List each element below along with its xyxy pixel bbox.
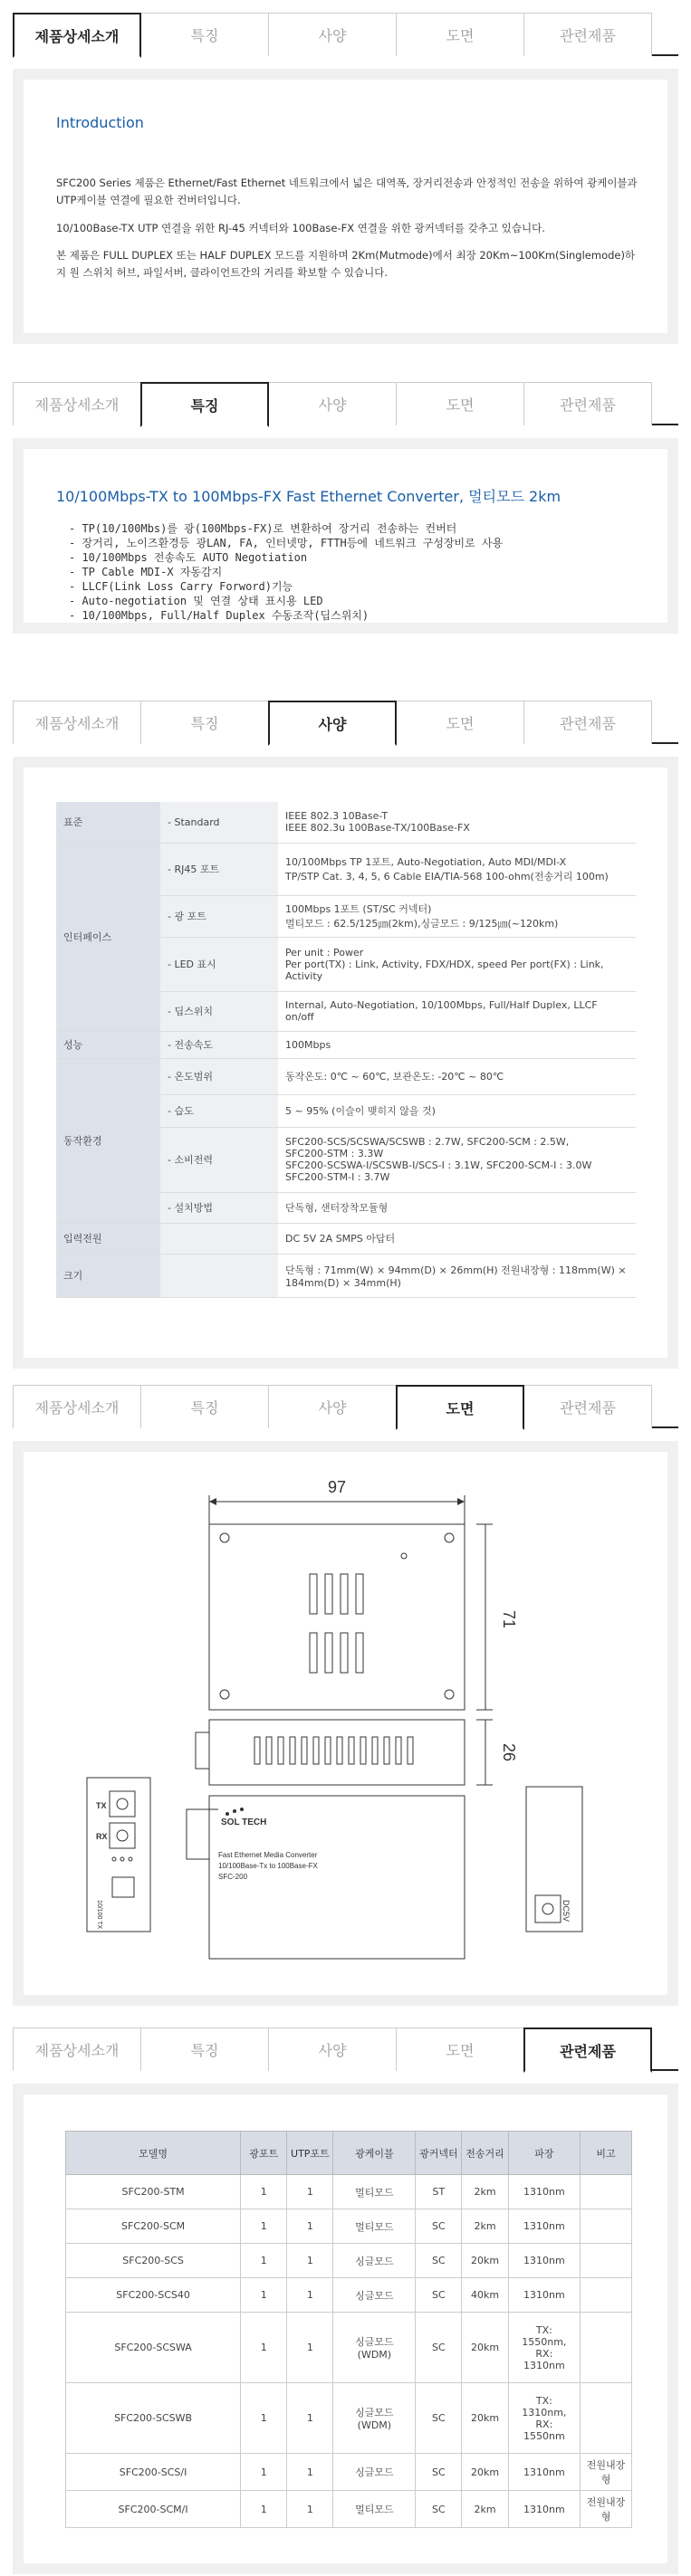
- intro-box: [13, 69, 678, 344]
- col-cable: 광케이블: [333, 2132, 416, 2175]
- tab-detail[interactable]: 제품상세소개: [13, 701, 141, 744]
- table-cell: SC: [416, 2454, 462, 2491]
- feature-item: - Auto-negotiation 및 연결 상태 표시용 LED: [69, 595, 323, 607]
- spec-row: [56, 1058, 636, 1094]
- product-drawing: [24, 1452, 667, 1995]
- features-box: [13, 438, 678, 634]
- dim-width-label: 97: [327, 1478, 347, 1496]
- table-cell: SFC200-SCS: [66, 2244, 241, 2278]
- table-cell: 20km: [462, 2454, 508, 2491]
- spec-value: Per unit : Power Per port(TX) : Link, Activity, FDX/HDX, speed Per port(FX) : Link, Activity: [278, 937, 636, 991]
- table-cell: 1310nm: [508, 2491, 581, 2528]
- spec-subcategory: - 설치방법: [160, 1192, 278, 1223]
- features-list: [69, 521, 503, 623]
- spec-value: 10/100Mbps TP 1포트, Auto-Negotiation, Auto MDI/MDI-X TP/STP Cat. 3, 4, 5, 6 Cable EIA/TIA-568 100-ohm(전송거리 100m): [278, 843, 636, 895]
- table-cell: 싱글모드: [333, 2244, 416, 2278]
- tab-drawing[interactable]: 도면: [396, 382, 524, 425]
- table-cell: 전원내장형: [581, 2454, 632, 2491]
- spec-table: [56, 802, 636, 1298]
- tab-features[interactable]: 특징: [140, 13, 269, 56]
- spec-row: [56, 802, 636, 843]
- tab-related[interactable]: 관련제품: [523, 701, 652, 744]
- table-cell: SC: [416, 2278, 462, 2313]
- spec-subcategory: - 딥스위치: [160, 991, 278, 1031]
- table-cell: 20km: [462, 2244, 508, 2278]
- table-cell: SFC200-SCM/I: [66, 2491, 241, 2528]
- top-view-outline: [209, 1524, 465, 1710]
- spec-value: SFC200-SCS/SCSWA/SCSWB : 2.7W, SFC200-SCM : 2.5W, SFC200-STM : 3.3W SFC200-SCSWA-I/SCSWB-I/SCS-I : 3.1W, SFC200-SCM-I : 3.0W SFC200-STM-I : 3.7W: [278, 1127, 636, 1192]
- tab-detail[interactable]: 제품상세소개: [13, 1385, 141, 1428]
- port-tx-label: TX: [96, 1801, 107, 1810]
- spec-category: 표준: [56, 802, 160, 843]
- spec-value: 100Mbps: [278, 1031, 636, 1058]
- dim-depth-label: 71: [500, 1609, 518, 1629]
- tab-detail[interactable]: 제품상세소개: [13, 13, 141, 58]
- table-cell: 싱글모드 (WDM): [333, 2383, 416, 2454]
- table-cell: SFC200-SCS/I: [66, 2454, 241, 2491]
- spec-row: [56, 843, 636, 895]
- table-cell: 2km: [462, 2175, 508, 2209]
- feature-item: - 10/100Mbps 전송속도 AUTO Negotiation: [69, 551, 308, 564]
- table-cell: [581, 2244, 632, 2278]
- tab-features[interactable]: 특징: [140, 1385, 269, 1428]
- intro-paragraph-2: 10/100Base-TX UTP 연결을 위한 RJ-45 커넥터와 100Base-FX 연결을 위한 광커넥터를 갖추고 있습니다.: [56, 222, 545, 234]
- tab-detail[interactable]: 제품상세소개: [13, 2027, 141, 2071]
- spec-value: DC 5V 2A SMPS 아답터: [278, 1223, 636, 1254]
- table-cell: 1310nm: [508, 2244, 581, 2278]
- spec-category: 성능: [56, 1031, 160, 1058]
- feature-item: - LLCF(Link Loss Carry Forword)기능: [69, 580, 293, 593]
- table-cell: 1310nm: [508, 2175, 581, 2209]
- table-cell: SC: [416, 2491, 462, 2528]
- feature-item: - 10/100Mbps, Full/Half Duplex 수동조작(딥스위치): [69, 609, 369, 622]
- features-title: 10/100Mbps-TX to 100Mbps-FX Fast Ethernet Converter, 멀티모드 2km: [56, 488, 561, 505]
- table-cell: [581, 2383, 632, 2454]
- spec-category: 크기: [56, 1254, 160, 1297]
- table-row: [66, 2278, 632, 2313]
- table-cell: 1310nm: [508, 2454, 581, 2491]
- product-label-3: SFC-200: [218, 1873, 248, 1881]
- table-cell: ST: [416, 2175, 462, 2209]
- spec-value: 동작온도: 0℃ ~ 60℃, 보관온도: -20℃ ~ 80℃: [278, 1058, 636, 1094]
- table-cell: SC: [416, 2383, 462, 2454]
- product-label-2: 10/100Base-Tx to 100Base-FX: [218, 1862, 318, 1870]
- table-cell: 1310nm: [508, 2278, 581, 2313]
- spec-box: [13, 757, 678, 1369]
- spec-subcategory: - 전송속도: [160, 1031, 278, 1058]
- spec-value: 단독형, 샌터장착모듈형: [278, 1192, 636, 1223]
- table-row: [66, 2491, 632, 2528]
- spec-subcategory: [160, 1254, 278, 1297]
- spec-row: [56, 1031, 636, 1058]
- table-cell: 1: [287, 2491, 333, 2528]
- spec-value: IEEE 802.3 10Base-T IEEE 802.3u 100Base-TX/100Base-FX: [278, 802, 636, 843]
- table-cell: 1: [241, 2175, 287, 2209]
- related-section: [13, 2027, 678, 2523]
- product-label-1: Fast Ethernet Media Converter: [218, 1851, 318, 1859]
- table-cell: TX: 1550nm, RX: 1310nm: [508, 2313, 581, 2383]
- tab-features[interactable]: 특징: [140, 382, 269, 427]
- drawing-box: [13, 1441, 678, 2006]
- port-utp-label: 10/100 TX: [96, 1900, 102, 1930]
- tab-related[interactable]: 관련제품: [523, 2027, 652, 2073]
- table-row: [66, 2175, 632, 2209]
- table-cell: 싱글모드: [333, 2278, 416, 2313]
- tab-spec[interactable]: 사양: [268, 1385, 397, 1428]
- table-row: [66, 2209, 632, 2244]
- table-cell: SC: [416, 2313, 462, 2383]
- spec-value: 단독형 : 71mm(W) × 94mm(D) × 26mm(H) 전원내장형 : 118mm(W) × 184mm(D) × 34mm(H): [278, 1254, 636, 1297]
- feature-item: - TP Cable MDI-X 자동감지: [69, 566, 223, 578]
- table-cell: 40km: [462, 2278, 508, 2313]
- table-cell: SC: [416, 2244, 462, 2278]
- features-section: [13, 382, 678, 622]
- drawing-section: [13, 1385, 678, 1930]
- col-model: 모델명: [66, 2132, 241, 2175]
- table-cell: 1310nm: [508, 2209, 581, 2244]
- spec-value: 100Mbps 1포트 (ST/SC 커넥터) 멀티모드 : 62.5/125㎛(2km),싱글모드 : 9/125㎛(~120km): [278, 895, 636, 937]
- tab-related[interactable]: 관련제품: [523, 13, 652, 56]
- tab-spec[interactable]: 사양: [268, 2027, 397, 2071]
- table-cell: SC: [416, 2209, 462, 2244]
- col-distance: 전송거리: [462, 2132, 508, 2175]
- tab-bar: [13, 701, 678, 744]
- table-cell: [581, 2209, 632, 2244]
- brand-label: SOL TECH: [221, 1818, 267, 1827]
- spec-row: [56, 1223, 636, 1254]
- table-row: [66, 2454, 632, 2491]
- tab-bar: [13, 382, 678, 425]
- spec-subcategory: - 온도범위: [160, 1058, 278, 1094]
- dim-height-label: 26: [500, 1742, 518, 1762]
- table-cell: 2km: [462, 2209, 508, 2244]
- spec-subcategory: - 광 포트: [160, 895, 278, 937]
- tab-drawing[interactable]: 도면: [396, 13, 524, 56]
- table-header-row: [66, 2132, 632, 2175]
- power-label: DC5V: [561, 1900, 571, 1922]
- col-wavelength: 파장: [508, 2132, 581, 2175]
- spec-value: Internal, Auto-Negotiation, 10/100Mbps, Full/Half Duplex, LLCF on/off: [278, 991, 636, 1031]
- table-row: [66, 2313, 632, 2383]
- related-table: [65, 2131, 632, 2528]
- col-utp-port: UTP포트: [287, 2132, 333, 2175]
- intro-title: Introduction: [56, 114, 144, 131]
- table-cell: 20km: [462, 2313, 508, 2383]
- table-cell: 1: [287, 2209, 333, 2244]
- table-cell: SFC200-SCM: [66, 2209, 241, 2244]
- related-box: [13, 2084, 678, 2574]
- table-cell: TX: 1310nm, RX: 1550nm: [508, 2383, 581, 2454]
- col-connector: 광커넥터: [416, 2132, 462, 2175]
- table-cell: 1: [287, 2244, 333, 2278]
- table-cell: [581, 2278, 632, 2313]
- port-rx-label: RX: [96, 1832, 108, 1841]
- tab-spec[interactable]: 사양: [268, 701, 397, 746]
- tab-related[interactable]: 관련제품: [523, 1385, 652, 1428]
- tab-detail[interactable]: 제품상세소개: [13, 382, 141, 425]
- spec-value: 5 ~ 95% (이슬이 맺히지 않을 것): [278, 1094, 636, 1127]
- spec-category: 동작환경: [56, 1058, 160, 1223]
- intro-section: [13, 13, 678, 279]
- table-cell: 1: [287, 2383, 333, 2454]
- tab-bar: [13, 13, 678, 56]
- table-cell: SFC200-SCS40: [66, 2278, 241, 2313]
- feature-item: - TP(10/100Mbs)를 광(100Mbps-FX)로 변환하여 장거리 전송하는 컨버터: [69, 522, 457, 535]
- tab-bar: [13, 2027, 678, 2071]
- intro-paragraph-1: SFC200 Series 제품은 Ethernet/Fast Ethernet 네트워크에서 넓은 대역폭, 장거리전송과 안정적인 전송을 위하여 광케이블과 UTP케이블 연결에 필요한 컨버터입니다.: [56, 177, 638, 206]
- table-cell: 1: [241, 2244, 287, 2278]
- feature-item: - 장거리, 노이즈환경등 광LAN, FA, 인터넷망, FTTH등에 네트워크 구성장비로 사용: [69, 537, 504, 549]
- spec-category: 인터페이스: [56, 843, 160, 1031]
- table-cell: 1: [287, 2313, 333, 2383]
- tab-drawing[interactable]: 도면: [396, 2027, 524, 2071]
- spec-section: [13, 701, 678, 1289]
- table-cell: 1: [241, 2454, 287, 2491]
- table-cell: 1: [287, 2175, 333, 2209]
- tab-features[interactable]: 특징: [140, 2027, 269, 2071]
- table-cell: SFC200-SCSWA: [66, 2313, 241, 2383]
- spec-subcategory: - 소비전력: [160, 1127, 278, 1192]
- tab-features[interactable]: 특징: [140, 701, 269, 744]
- table-cell: 1: [241, 2491, 287, 2528]
- table-cell: 싱글모드: [333, 2454, 416, 2491]
- spec-subcategory: - 습도: [160, 1094, 278, 1127]
- col-note: 비고: [581, 2132, 632, 2175]
- table-cell: 1: [241, 2313, 287, 2383]
- intro-paragraph-3: 본 제품은 FULL DUPLEX 또는 HALF DUPLEX 모드를 지원하며 2Km(Mutmode)에서 최장 20Km~100Km(Singlemode)하지 원 스위치 허브, 파일서버, 클라이언트간의 거리를 확보할 수 있습니다.: [56, 249, 636, 279]
- table-cell: 1: [241, 2278, 287, 2313]
- spec-subcategory: - RJ45 포트: [160, 843, 278, 895]
- table-cell: SFC200-SCSWB: [66, 2383, 241, 2454]
- spec-subcategory: - Standard: [160, 802, 278, 843]
- table-cell: 2km: [462, 2491, 508, 2528]
- table-cell: 멀티모드: [333, 2491, 416, 2528]
- col-optical-port: 광포트: [241, 2132, 287, 2175]
- table-cell: 멀티모드: [333, 2209, 416, 2244]
- right-end-view: [526, 1787, 582, 1932]
- tab-related[interactable]: 관련제품: [523, 382, 652, 425]
- table-row: [66, 2244, 632, 2278]
- tab-spec[interactable]: 사양: [268, 13, 397, 56]
- table-cell: [581, 2175, 632, 2209]
- table-cell: 멀티모드: [333, 2175, 416, 2209]
- tab-bar: [13, 1385, 678, 1428]
- spec-subcategory: - LED 표시: [160, 937, 278, 991]
- table-cell: 1: [241, 2383, 287, 2454]
- table-cell: 전원내장형: [581, 2491, 632, 2528]
- table-row: [66, 2383, 632, 2454]
- table-cell: 1: [287, 2278, 333, 2313]
- table-cell: 20km: [462, 2383, 508, 2454]
- tab-spec[interactable]: 사양: [268, 382, 397, 425]
- table-cell: 1: [241, 2209, 287, 2244]
- tab-drawing[interactable]: 도면: [396, 1385, 524, 1430]
- table-cell: [581, 2313, 632, 2383]
- spec-category: 입력전원: [56, 1223, 160, 1254]
- tab-drawing[interactable]: 도면: [396, 701, 524, 744]
- spec-subcategory: [160, 1223, 278, 1254]
- table-cell: SFC200-STM: [66, 2175, 241, 2209]
- table-cell: 싱글모드 (WDM): [333, 2313, 416, 2383]
- table-cell: 1: [287, 2454, 333, 2491]
- spec-row: [56, 1254, 636, 1297]
